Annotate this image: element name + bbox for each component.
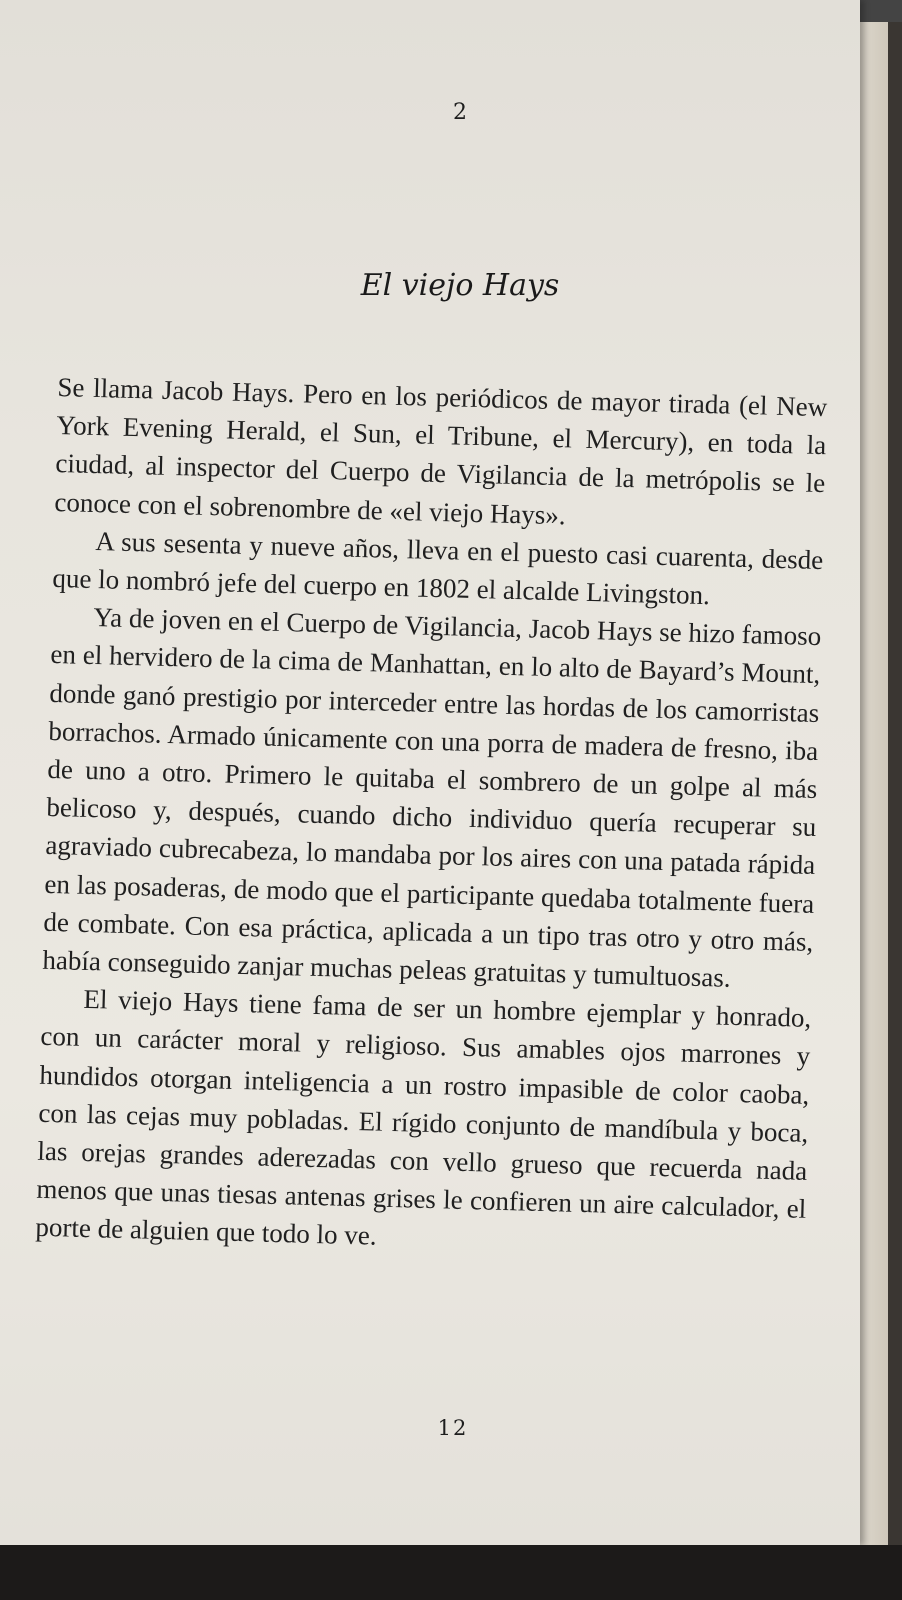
page-number: 12 (437, 1416, 469, 1440)
chapter-number: 2 (453, 100, 467, 125)
paragraph-2: A sus sesenta y nueve años, lleva en el puesto casi cuarenta, desde que lo nombró jefe del cuerpo en 1802 el alcalde Livingston. (52, 525, 824, 611)
chapter-title: El viejo Hays (360, 268, 560, 303)
paragraph-1: Se llama Jacob Hays. Pero en los periódicos de mayor tirada (el New York Evening Herald, el Sun, el Tribune, el Mercury), en toda la ciudad, al inspector del Cuerpo de Vigilancia de la metrópolis se le conoce con el sobrenombre de «el viejo Hays». (54, 371, 828, 530)
paragraph-3: Ya de joven en el Cuerpo de Vigilancia, Jacob Hays se hizo famoso en el hervidero de la cima de Manhattan, en lo alto de Bayard’s Mount, donde ganó prestigio por interceder entre las hordas de los camorristas borrachos. Armado únicamente con una porra de madera de fresno, iba de uno a otro. Primero le quitaba el sombrero de un golpe al más belicoso y, después, cuando dicho individuo quería recuperar su agraviado cubrecabeza, lo mandaba por los aires con una patada rápida en las posaderas, de modo que el participante quedaba totalmente fuera de combate. Con esa práctica, aplicada a un tipo tras otro y otro más, había conseguido zanjar muchas peleas gratuitas y tumultuosas. (42, 602, 822, 993)
table-surface (0, 1545, 902, 1600)
paragraph-4: El viejo Hays tiene fama de ser un hombre ejemplar y honrado, con un carácter moral y religioso. Sus amables ojos marrones y hundidos otorgan inteligencia a un rostro impasible de color caoba, con las cejas muy pobladas. El rígido conjunto de mandíbula y boca, las orejas grandes aderezadas con vello grueso que recuerda nada menos que unas tiesas antenas grises le confieren un aire calculador, el porte de alguien que todo lo ve. (35, 984, 812, 1252)
background-strip (888, 0, 902, 1600)
body-text (35, 368, 828, 1267)
